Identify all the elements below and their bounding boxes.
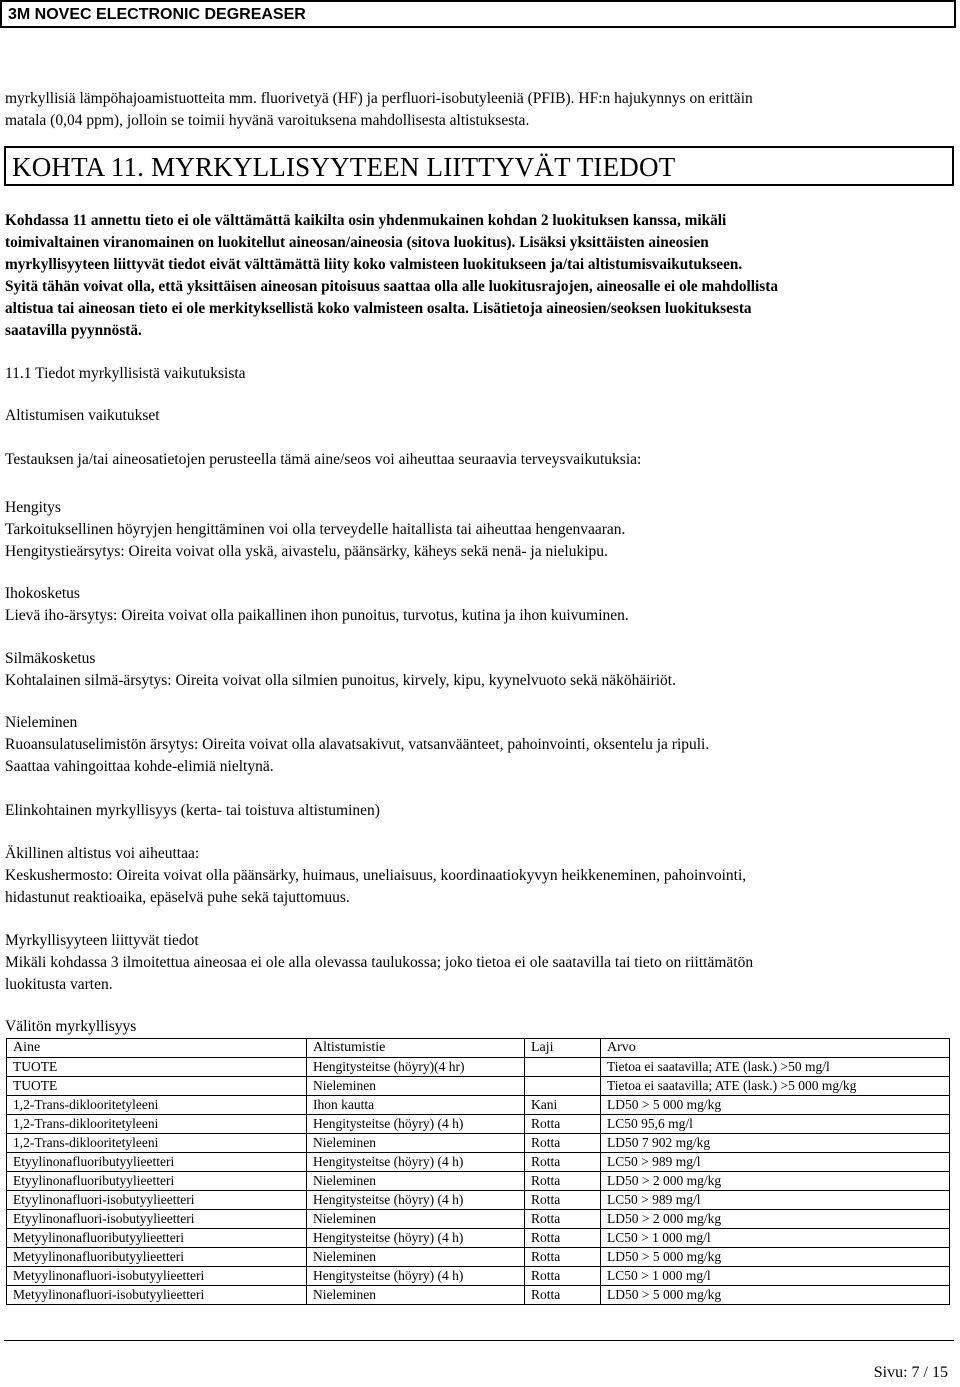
table-cell: Metyylinonafluori-isobutyylieetteri — [7, 1267, 307, 1286]
table-cell: LC50 > 989 mg/l — [601, 1153, 950, 1172]
ingestion-title: Nieleminen — [5, 714, 78, 731]
column-header: Laji — [525, 1039, 601, 1058]
table-cell — [525, 1058, 601, 1077]
document-title: 3M NOVEC ELECTRONIC DEGREASER — [8, 6, 306, 23]
intro-line: matala (0,04 ppm), jolloin se toimii hyvänä varoituksena mahdollisesta altistuksesta. — [5, 112, 530, 129]
eye-block — [5, 648, 676, 692]
notice-line: Kohdassa 11 annettu tieto ei ole välttämättä kaikilta osin yhdenmukainen kohdan 2 luokituksen kanssa, mikäli — [5, 212, 727, 229]
table-cell: Etyylinonafluoributyylieetteri — [7, 1172, 307, 1191]
table-row — [7, 1134, 950, 1153]
ingestion-line: Saattaa vahingoittaa kohde-elimiä nieltynä. — [5, 758, 274, 775]
table-cell: TUOTE — [7, 1077, 307, 1096]
exposure-heading: Altistumisen vaikutukset — [5, 407, 160, 424]
table-cell: Rotta — [525, 1210, 601, 1229]
table-row — [7, 1172, 950, 1191]
table-row — [7, 1077, 950, 1096]
page-number: Sivu: 7 / 15 — [873, 1364, 948, 1381]
table-cell: Ihon kautta — [307, 1096, 525, 1115]
table-cell: Hengitysteitse (höyry) (4 h) — [307, 1267, 525, 1286]
skin-title: Ihokosketus — [5, 585, 80, 602]
table-cell: Rotta — [525, 1267, 601, 1286]
table-row — [7, 1286, 950, 1305]
table-cell: Rotta — [525, 1229, 601, 1248]
document-header — [0, 0, 956, 28]
table-row — [7, 1058, 950, 1077]
footer-divider — [4, 1340, 954, 1341]
testing-statement: Testauksen ja/tai aineosatietojen perusteella tämä aine/seos voi aiheuttaa seuraavia terveysvaikutuksia: — [5, 451, 642, 468]
acute-block — [5, 843, 746, 909]
table-row — [7, 1096, 950, 1115]
column-header: Arvo — [601, 1039, 950, 1058]
section-heading-box — [4, 146, 954, 186]
skin-line: Lievä iho-ärsytys: Oireita voivat olla paikallinen ihon punoitus, turvotus, kutina ja ihon kuivuminen. — [5, 607, 629, 624]
section-title: KOHTA 11. MYRKYLLISYYTEEN LIITTYVÄT TIEDOT — [12, 152, 676, 182]
table-cell: LC50 > 989 mg/l — [601, 1191, 950, 1210]
table-cell — [525, 1077, 601, 1096]
intro-paragraph — [5, 88, 753, 132]
notice-line: saatavilla pyynnöstä. — [5, 322, 142, 339]
table-cell: Tietoa ei saatavilla; ATE (lask.) >50 mg/l — [601, 1058, 950, 1077]
acute-title: Äkillinen altistus voi aiheuttaa: — [5, 845, 200, 862]
table-cell: Hengitysteitse (höyry) (4 h) — [307, 1191, 525, 1210]
column-header: Altistumistie — [307, 1039, 525, 1058]
ingestion-line: Ruoansulatuselimistön ärsytys: Oireita voivat olla alavatsakivut, vatsanväänteet, pahoinvointi, oksentelu ja ripuli. — [5, 736, 710, 753]
table-cell: LD50 > 5 000 mg/kg — [601, 1096, 950, 1115]
table-cell: LD50 > 5 000 mg/kg — [601, 1248, 950, 1267]
inhalation-line: Tarkoituksellinen höyryjen hengittäminen voi olla terveydelle haitallista tai aiheuttaa hengenvaaran. — [5, 521, 626, 538]
acute-toxicity-table — [6, 1038, 950, 1305]
notice-paragraph — [5, 210, 778, 342]
toxinfo-title: Myrkyllisyyteen liittyvät tiedot — [5, 932, 199, 949]
organ-toxicity-heading: Elinkohtainen myrkyllisyys (kerta- tai toistuva altistuminen) — [5, 802, 380, 819]
toxinfo-block — [5, 930, 753, 996]
table-cell: Nieleminen — [307, 1172, 525, 1191]
skin-block — [5, 583, 629, 627]
table-cell: Nieleminen — [307, 1248, 525, 1267]
notice-line: toimivaltainen viranomainen on luokitellut aineosan/aineosia (sitova luokitus). Lisäksi yksittäisten aineosien — [5, 234, 709, 251]
table-cell: Nieleminen — [307, 1286, 525, 1305]
table-cell: Metyylinonafluoributyylieetteri — [7, 1229, 307, 1248]
table-cell: Rotta — [525, 1153, 601, 1172]
toxinfo-line: Mikäli kohdassa 3 ilmoitettua aineosaa ei ole alla olevassa taulukossa; joko tietoa ei ole saatavilla tai tieto on riittämätön — [5, 954, 754, 971]
table-cell: Nieleminen — [307, 1077, 525, 1096]
table-cell: Rotta — [525, 1134, 601, 1153]
table-cell: 1,2-Trans-diklooritetyleeni — [7, 1115, 307, 1134]
notice-line: altistua tai aineosan tieto ei ole merkityksellistä koko valmisteen osalta. Lisätietoja aineosien/seoksen luokituksesta — [5, 300, 752, 317]
table-cell: TUOTE — [7, 1058, 307, 1077]
table-row — [7, 1191, 950, 1210]
table-cell: Hengitysteitse (höyry)(4 hr) — [307, 1058, 525, 1077]
table-cell: Etyylinonafluori-isobutyylieetteri — [7, 1210, 307, 1229]
table-title: Välitön myrkyllisyys — [5, 1018, 137, 1035]
acute-line: Keskushermosto: Oireita voivat olla päänsärky, huimaus, uneliaisuus, koordinaatiokyvyn heikkeneminen, pahoinvointi, — [5, 867, 747, 884]
table-cell: Etyylinonafluori-isobutyylieetteri — [7, 1191, 307, 1210]
table-cell: LD50 > 5 000 mg/kg — [601, 1286, 950, 1305]
table-cell: Nieleminen — [307, 1134, 525, 1153]
table-cell: 1,2-Trans-diklooritetyleeni — [7, 1096, 307, 1115]
table-row — [7, 1115, 950, 1134]
eye-title: Silmäkosketus — [5, 650, 96, 667]
table-cell: Etyylinonafluoributyylieetteri — [7, 1153, 307, 1172]
table-cell: LD50 > 2 000 mg/kg — [601, 1210, 950, 1229]
inhalation-block — [5, 497, 625, 563]
table-cell: LC50 95,6 mg/l — [601, 1115, 950, 1134]
table-cell: Hengitysteitse (höyry) (4 h) — [307, 1115, 525, 1134]
table-cell: Nieleminen — [307, 1210, 525, 1229]
table-cell: Rotta — [525, 1286, 601, 1305]
subsection-heading: 11.1 Tiedot myrkyllisistä vaikutuksista — [5, 365, 246, 382]
table-cell: Hengitysteitse (höyry) (4 h) — [307, 1153, 525, 1172]
table-row — [7, 1267, 950, 1286]
table-row — [7, 1153, 950, 1172]
table-cell: Hengitysteitse (höyry) (4 h) — [307, 1229, 525, 1248]
table-header-row — [7, 1039, 950, 1058]
table-cell: LC50 > 1 000 mg/l — [601, 1229, 950, 1248]
acute-line: hidastunut reaktioaika, epäselvä puhe sekä tajuttomuus. — [5, 889, 350, 906]
toxinfo-line: luokitusta varten. — [5, 976, 113, 993]
inhalation-line: Hengitystieärsytys: Oireita voivat olla yskä, aivastelu, päänsärky, käheys sekä nenä- ja nielukipu. — [5, 543, 608, 560]
table-cell: LC50 > 1 000 mg/l — [601, 1267, 950, 1286]
notice-line: myrkyllisyyteen liittyvät tiedot eivät välttämättä liity koko valmisteen luokitukseen ja/tai altistumisvaikutukseen. — [5, 256, 743, 273]
table-cell: Rotta — [525, 1248, 601, 1267]
table-row — [7, 1210, 950, 1229]
table-cell: LD50 > 2 000 mg/kg — [601, 1172, 950, 1191]
table-cell: Rotta — [525, 1172, 601, 1191]
column-header: Aine — [7, 1039, 307, 1058]
table-cell: Metyylinonafluori-isobutyylieetteri — [7, 1286, 307, 1305]
table-cell: Tietoa ei saatavilla; ATE (lask.) >5 000 mg/kg — [601, 1077, 950, 1096]
table-cell: Metyylinonafluoributyylieetteri — [7, 1248, 307, 1267]
intro-line: myrkyllisiä lämpöhajoamistuotteita mm. fluorivetyä (HF) ja perfluori-isobutyleeniä (PFIB). HF:n hajukynnys on erittäin — [5, 90, 753, 107]
table-cell: Rotta — [525, 1115, 601, 1134]
table-cell: Rotta — [525, 1191, 601, 1210]
eye-line: Kohtalainen silmä-ärsytys: Oireita voivat olla silmien punoitus, kirvely, kipu, kyynelvuoto sekä näköhäiriöt. — [5, 672, 676, 689]
table-cell: 1,2-Trans-diklooritetyleeni — [7, 1134, 307, 1153]
table-cell: Kani — [525, 1096, 601, 1115]
inhalation-title: Hengitys — [5, 499, 61, 516]
table-row — [7, 1248, 950, 1267]
table-cell: LD50 7 902 mg/kg — [601, 1134, 950, 1153]
ingestion-block — [5, 712, 709, 778]
table-body — [7, 1058, 950, 1305]
notice-line: Syitä tähän voivat olla, että yksittäisen aineosan pitoisuus saattaa olla alle luokitusrajojen, aineosalle ei ole mahdollista — [5, 278, 778, 295]
table-row — [7, 1229, 950, 1248]
